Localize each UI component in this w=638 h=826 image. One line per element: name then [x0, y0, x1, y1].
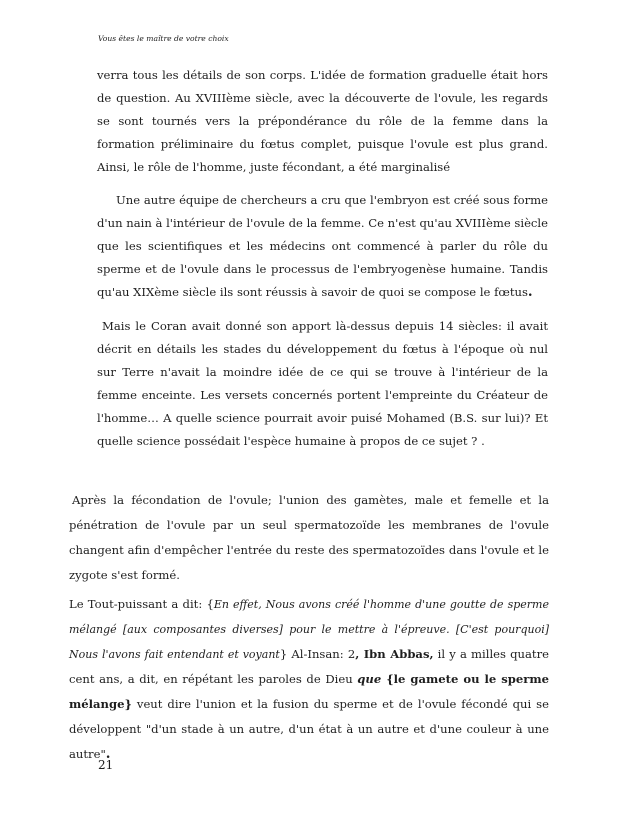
que-word: que: [357, 672, 382, 686]
quote-rest: veut dire l'union et la fusion du sperme et de l'ovule fécondé qui se développent "d'un stade à un autre, d'un état à un autre et d'une couleur à une autre": [69, 697, 549, 761]
quran-quote: En effet, Nous avons créé l'homme d'une goutte de sperme mélangé [aux composantes diverses] pour le mettre à l'épreuve. [C'est pourquoi] Nous l'avons fait entendant et voyant: [69, 598, 549, 661]
gamete-phrase: {le gamete ou le sperme mélange}: [69, 672, 550, 711]
ibn-abbas: , Ibn Abbas,: [355, 647, 434, 661]
quote-reference: } Al-Insan: 2: [279, 647, 356, 661]
paragraph-1: verra tous les détails de son corps. L'idée de formation graduelle était hors de question. Au XVIIIème siècle, avec la découverte de l'ovule, les regards se sont tournés vers la prépondérance du rôle de la femme dans la formation préliminaire du fœtus complet, puisque l'ovule est plus grand. Ainsi, le rôle de l'homme, juste fécondant, a été marginalisé: [97, 68, 548, 174]
page-number: 21: [98, 758, 114, 772]
paragraph-2: [97, 189, 548, 304]
paragraph-5: [69, 592, 549, 767]
running-header: Vous êtes le maître de votre choix: [98, 34, 229, 43]
paragraph-2-period: .: [527, 284, 533, 300]
quote-intro: Le Tout-puissant a dit: {: [69, 597, 214, 611]
paragraph-2-text: Une autre équipe de chercheurs a cru que l'embryon est créé sous forme d'un nain à l'intérieur de l'ovule de la femme. Ce n'est qu'au XVIIIème siècle que les scientifiques et les médecins ont commencé à parler du rôle du sperme et de l'ovule dans le processus de l'embryogenèse humaine. Tandis qu'au XIXème siècle ils sont réussis à savoir de quoi se compose le fœtus: [97, 193, 548, 299]
paragraph-4: Après la fécondation de l'ovule; l'union des gamètes, male et femelle et la pénétration de l'ovule par un seul spermatozoïde les membranes de l'ovule changent afin d'empêcher l'entrée du reste des spermatozoïdes dans l'ovule et le zygote s'est formé.: [69, 493, 549, 582]
quote-middle: il y a milles quatre cent ans, a dit, en répétant les paroles de Dieu: [69, 647, 549, 686]
paragraph-3: Mais le Coran avait donné son apport là-dessus depuis 14 siècles: il avait décrit en détails les stades du développement du fœtus à l'époque où nul sur Terre n'avait la moindre idée de ce qui se trouve à l'intérieur de la femme enceinte. Les versets concernés portent l'empreinte du Créateur de l'homme… A quelle science pourrait avoir puisé Mohamed (B.S. sur lui)? Et quelle science possédait l'espèce humaine à propos de ce sujet ? .: [97, 319, 548, 448]
paragraph-5-period: .: [105, 746, 111, 762]
